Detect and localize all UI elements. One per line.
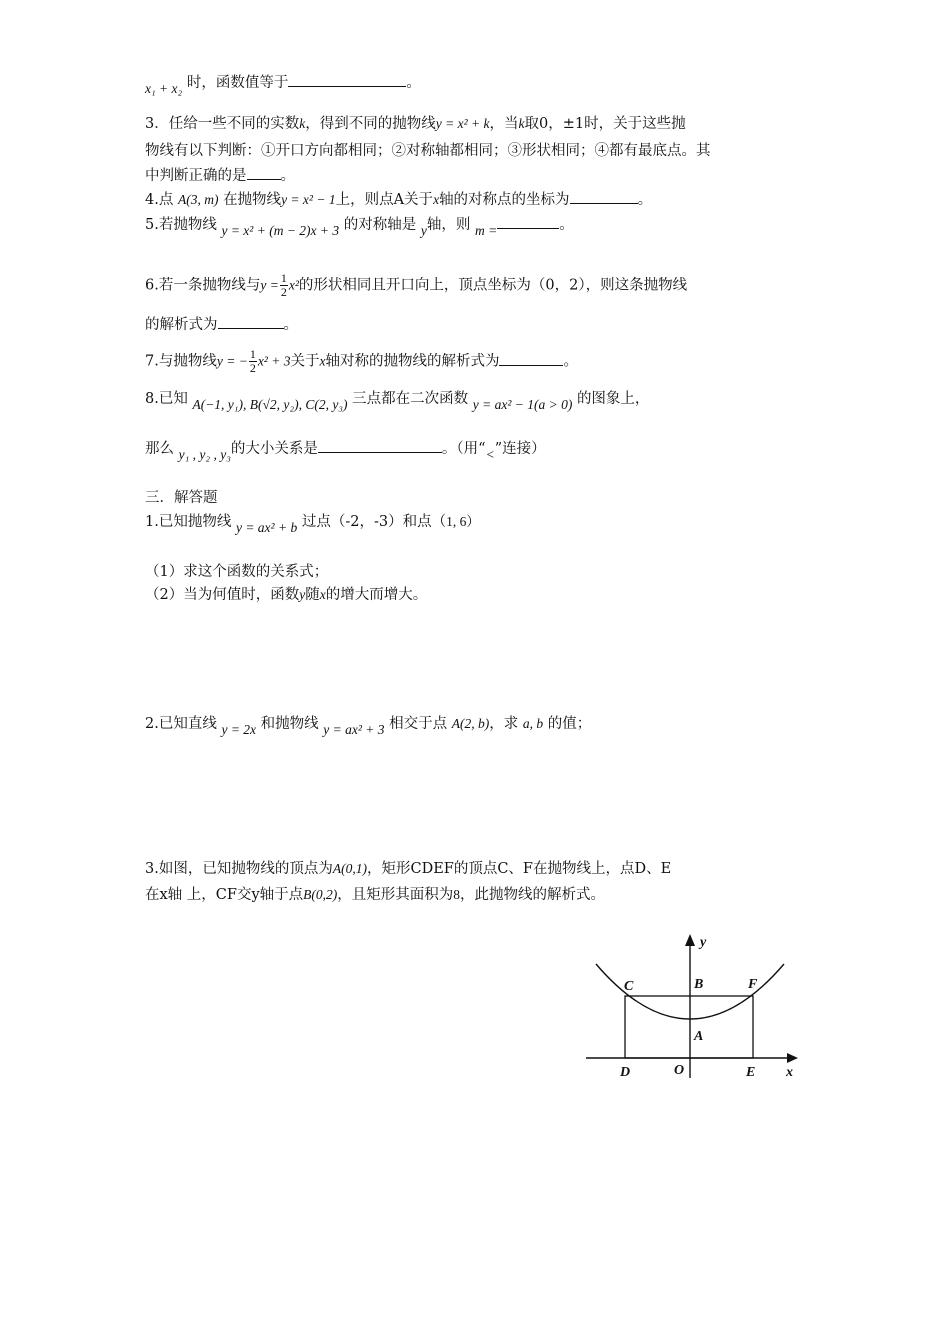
math-point-a: A(3, m) [177, 192, 219, 207]
numerator: 1 [249, 347, 256, 361]
text: （2）当为何值时，函数 [145, 587, 300, 603]
text: 。（用“ [441, 441, 486, 457]
text: ，求 [489, 716, 519, 732]
math-expression: x² + 3 [257, 353, 291, 369]
y-axis-arrow-icon [685, 934, 695, 946]
text: 6.若一条抛物线与 [145, 277, 261, 294]
text: 1.已知抛物线 [145, 514, 232, 530]
solve-1 [145, 512, 480, 535]
math-y-equals: y = [260, 277, 279, 293]
text: 的增大而增大。 [325, 587, 428, 603]
question-6-line-1 [145, 272, 687, 299]
math-x: x [319, 587, 326, 602]
text: 4.点 [145, 192, 174, 208]
text: 的值； [547, 716, 592, 732]
question-8-line-2 [145, 438, 546, 462]
text: 轴，则 [426, 217, 471, 233]
text: 的大小关系是 [230, 441, 318, 457]
solve-3-line-1 [145, 859, 671, 879]
math-x: x [319, 353, 326, 369]
label-e: E [746, 1065, 756, 1080]
text: 轴对称的抛物线的解析式为 [325, 353, 500, 370]
math-parabola: y = x² + k [435, 116, 490, 131]
solve-3-line-2 [145, 885, 605, 905]
math-parabola: y = ax² + b [235, 520, 298, 535]
question-3-line-2 [145, 141, 711, 161]
solve-2 [145, 714, 592, 737]
math-y: y [420, 223, 427, 238]
label-x: x [786, 1065, 793, 1080]
question-3-line-1 [145, 114, 686, 134]
label-y: y [700, 935, 707, 950]
answer-blank[interactable] [497, 214, 559, 229]
math-x: x [433, 192, 440, 207]
text: ”连接） [494, 441, 546, 457]
solve-1-part-1 [145, 562, 328, 582]
text: 2.已知直线 [145, 716, 217, 732]
math-a-b: a, b [522, 716, 544, 731]
math-point: A(2, b) [451, 716, 490, 731]
answer-blank[interactable] [499, 351, 563, 366]
math-point-b: B(0,2) [303, 887, 338, 902]
question-3-line-3 [145, 165, 295, 186]
text: 三点都在二次函数 [352, 391, 469, 407]
label-a: A [694, 1029, 704, 1044]
denominator: 2 [280, 285, 287, 299]
text: 物线有以下判断：①开口方向都相同；②对称轴都相同；③形状相同；④都有最底点。其 [145, 143, 711, 159]
text: 。 [563, 353, 578, 370]
question-7 [145, 348, 578, 375]
math-vertex: A(0,1) [332, 861, 367, 876]
answer-blank[interactable] [570, 189, 638, 204]
fraction-one-half [249, 348, 257, 375]
text: 7.与抛物线 [145, 353, 217, 370]
math-parabola: y = ax² + 3 [323, 722, 385, 737]
section-heading-3 [145, 488, 218, 508]
text: 。 [280, 168, 295, 184]
text: 过点（-2，-3）和点（ [301, 514, 447, 530]
line-answer-fill-1 [145, 72, 421, 96]
text: （1）求这个函数的关系式； [145, 564, 329, 580]
text: 在抛物线 [223, 192, 282, 208]
math-k: k [299, 116, 306, 131]
text: 的形状相同且开口向上，顶点坐标为（0，2），则这条抛物线 [298, 277, 688, 294]
denominator: 2 [249, 361, 256, 375]
math-quadratic: y = ax² − 1(a > 0) [472, 397, 573, 412]
text: 。 [283, 317, 298, 333]
text: 。 [637, 192, 653, 208]
text: 的对称轴是 [343, 217, 417, 233]
answer-blank[interactable] [288, 72, 406, 87]
text: 轴的对称点的坐标为 [439, 192, 570, 208]
text: 相交于点 [389, 716, 448, 732]
text: 中判断正确的是 [145, 168, 247, 184]
text: ，当 [489, 116, 519, 132]
text: 取0，±1时，关于这些抛 [524, 116, 686, 132]
label-b: B [694, 977, 704, 992]
text: 的图象上， [576, 391, 650, 407]
label-c: C [624, 979, 634, 994]
answer-blank[interactable] [247, 165, 281, 180]
label-o: O [674, 1063, 685, 1078]
text: 在x轴 上，CF交y轴于点 [145, 887, 304, 903]
label-f: F [748, 977, 758, 992]
label-d: D [620, 1065, 631, 1080]
question-6-line-2 [145, 314, 298, 335]
section-title: 三．解答题 [145, 490, 218, 506]
math-line: y = 2x [221, 722, 257, 737]
text: ，且矩形其面积为 [337, 887, 454, 903]
math-y: y [299, 587, 306, 602]
math-parabola: y = x² − 1 [281, 192, 336, 207]
math-parabola: y = x² + (m − 2)x + 3 [221, 223, 340, 238]
numerator: 1 [280, 271, 287, 285]
answer-blank[interactable] [318, 438, 442, 453]
math-three-points: A(−1, y₁), B(√2, y₂), C(2, y₃) [192, 397, 348, 412]
math-eight: 8 [453, 887, 461, 902]
text: 时，函数值等于 [186, 75, 289, 91]
question-8-line-1 [145, 389, 650, 412]
text: 上，则点A关于 [335, 192, 434, 208]
question-5 [145, 214, 574, 238]
text: 5.若抛物线 [145, 217, 217, 233]
text: 随 [305, 587, 320, 603]
text: 3．任给一些不同的实数 [145, 116, 300, 132]
text: 3.如图，已知抛物线的顶点为 [145, 861, 333, 877]
text: 那么 [145, 441, 174, 457]
question-4 [145, 189, 652, 210]
text: 8.已知 [145, 391, 188, 407]
x-axis-arrow-icon [787, 1053, 798, 1063]
text: 。 [559, 217, 574, 233]
fraction-one-half [280, 272, 288, 299]
parabola-rectangle-figure [584, 928, 814, 1088]
text: 和抛物线 [260, 716, 319, 732]
math-point: 1, 6） [446, 514, 480, 529]
text: 的解析式为 [145, 317, 218, 333]
math-k: k [518, 116, 525, 131]
text: 关于 [290, 353, 320, 370]
math-x-squared: x² [288, 277, 299, 293]
math-m-equals: m = [474, 223, 498, 238]
math-y-equals-minus: y = − [216, 353, 248, 369]
text: ，得到不同的抛物线 [305, 116, 436, 132]
math-less-than: < [485, 447, 495, 462]
text: ，此抛物线的解析式。 [460, 887, 606, 903]
math-x1-plus-x2: x₁ + x₂ [145, 81, 183, 96]
solve-1-part-2 [145, 585, 427, 605]
answer-blank[interactable] [218, 314, 284, 329]
text: 。 [406, 75, 421, 91]
text: ，矩形CDEF的顶点C、F在抛物线上，点D、E [366, 861, 672, 877]
math-y-values: y₁ , y₂ , y₃ [178, 447, 231, 462]
